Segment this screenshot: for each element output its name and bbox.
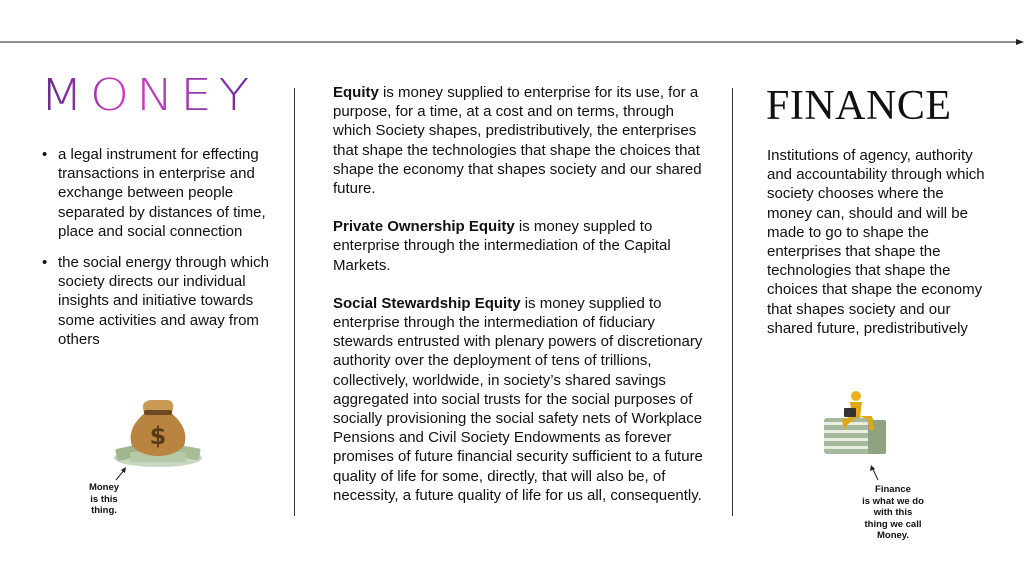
column-divider-right xyxy=(732,88,733,516)
money-bag-image xyxy=(112,394,204,468)
caption-pointer-money xyxy=(114,466,128,482)
list-item: • the social energy through which society directs our individual insights and initiative towards some activities and away from others xyxy=(40,253,275,349)
caption-line: Finance xyxy=(875,484,911,495)
paragraph-lead: Private Ownership Equity xyxy=(333,218,515,236)
caption-line: with this xyxy=(873,507,913,518)
equity-definitions xyxy=(333,83,703,524)
list-item: • a legal instrument for effecting transactions in enterprise and exchange between people separated by distances of time, place and social connection xyxy=(40,145,275,241)
dollar-sign-icon: $ xyxy=(149,422,167,450)
paragraph-text: is money suppled to enterprise through the intermediation of the Capital Markets. xyxy=(333,218,671,274)
caption-line: thing. xyxy=(91,505,117,516)
timeline-arrow xyxy=(0,39,1024,45)
private-equity-paragraph xyxy=(333,217,703,275)
caption-line: Money xyxy=(88,482,120,493)
finance-image-caption xyxy=(846,484,940,542)
caption-pointer-finance xyxy=(868,464,882,482)
caption-line: is what we do xyxy=(862,495,924,507)
caption-line: is this xyxy=(90,493,118,505)
paragraph-lead: Equity xyxy=(333,84,379,101)
social-equity-paragraph xyxy=(333,294,703,505)
paragraph-text: is money supplied to enterprise through the intermediation of fiduciary stewards entrusted with plenary powers of discretionary authority over the deployment of tens of trillions, collectively, worldwide, in society’s shared savings aggregated into social trusts for the social purposes of socially provisioning the social safety nets of Workplace Pensions and Civil Society Endowments as forever promises of future financial security sufficient to a future quality of life for some, directly, that will also be, of necessity, a future quality of life for us all, consequently. xyxy=(333,294,703,504)
equity-paragraph xyxy=(333,83,703,198)
money-image-caption xyxy=(76,482,132,517)
finance-definition: Institutions of agency, authority and accountability through which society chooses where the money can, should and will be made to go to shape the enterprises that shape the technologies that shape the choices that shape the economy that shapes society and our shared future, predistributively xyxy=(767,147,985,337)
paragraph-text: is money supplied to enterprise for its use, for a purpose, for a time, at a cost and on terms, through which Society shapes, predistributively, the enterprises that shape the technologies that shape the choices that shape the economy that shapes society and our shared future. xyxy=(333,84,702,198)
finance-title: FINANCE xyxy=(766,83,952,129)
person-on-money-image xyxy=(820,390,890,462)
column-divider-left xyxy=(294,88,295,516)
caption-line: Money. xyxy=(876,530,910,541)
money-title xyxy=(40,74,260,122)
caption-line: thing we call xyxy=(864,518,922,530)
money-definition-list xyxy=(40,145,275,361)
money-title-text: MONEY xyxy=(40,74,256,121)
paragraph-lead: Social Stewardship Equity xyxy=(333,294,521,312)
